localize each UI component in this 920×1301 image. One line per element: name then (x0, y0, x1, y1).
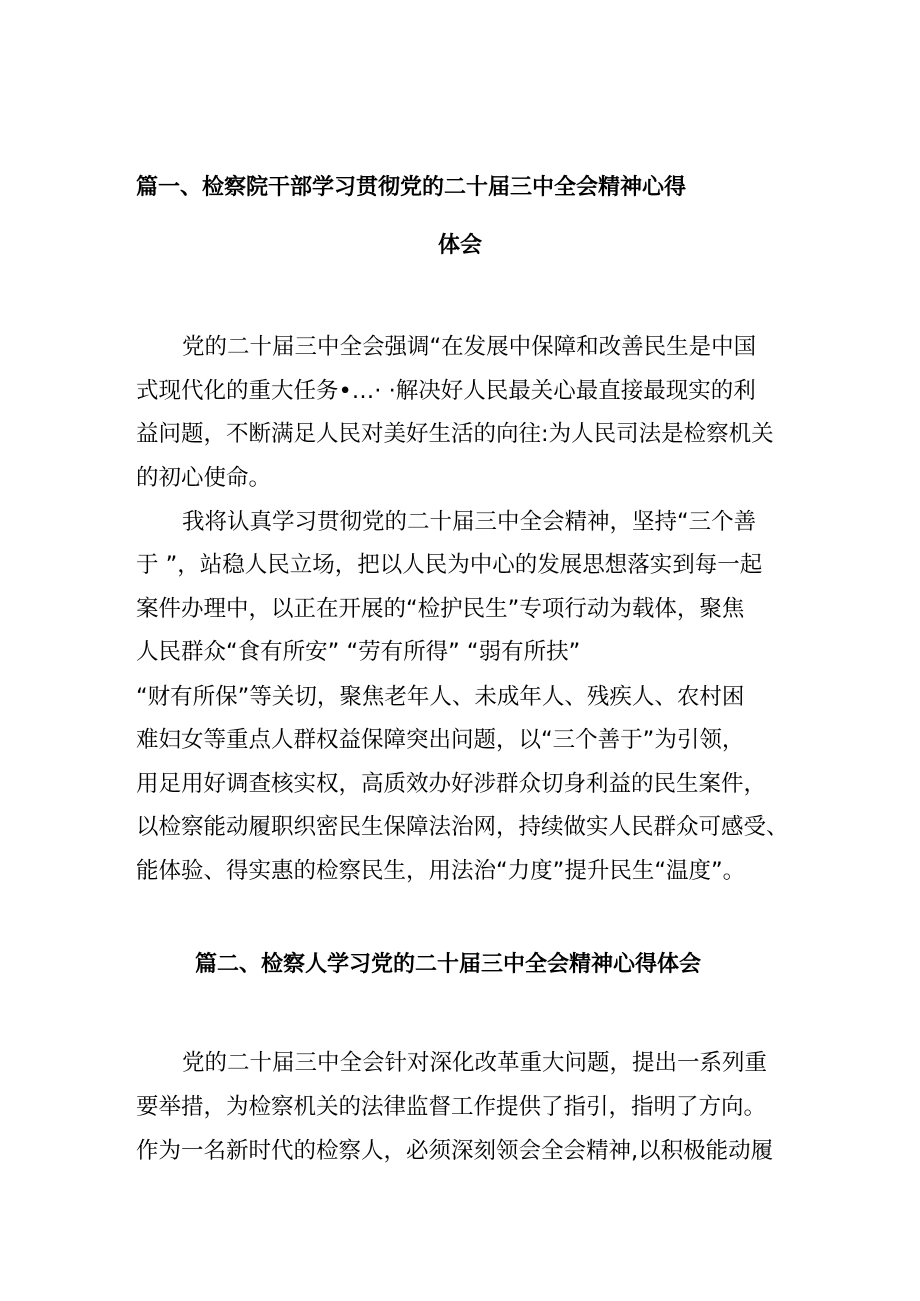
s2-p1-line: 要举措，为检察机关的法律监督工作提供了指引，指明了方向。 (136, 1094, 767, 1120)
s1-p1-line: 益问题，不断满足人民对美好生活的向往:为人民司法是检察机关 (136, 421, 774, 447)
section1-title-line2: 体会 (438, 233, 483, 258)
s1-p2-line: 案件办理中，以正在开展的“检护民生”专项行动为载体，聚焦 (136, 596, 745, 622)
s1-p2-line: 难妇女等重点人群权益保障突出问题，以“三个善于”为引领， (136, 727, 745, 753)
s2-p1-line: 党的二十届三中全会针对深化改革重大问题，提出一系列重 (182, 1050, 768, 1076)
s1-p2-line: 用足用好调查核实权，高质效办好涉群众切身利益的民生案件， (136, 771, 767, 797)
s1-p2-line: 我将认真学习贯彻党的二十届三中全会精神，坚持“三个善 (182, 509, 757, 535)
s1-p1-line: 式现代化的重大任务•…· ·解决好人民最关心最直接最现实的利 (136, 378, 756, 404)
s1-p1-line: 党的二十届三中全会强调“在发展中保障和改善民生是中国 (182, 334, 757, 360)
s2-p1-line: 作为一名新时代的检察人，必须深刻领会全会精神,以积极能动履 (136, 1138, 774, 1164)
s1-p2-line: 于 ”，站稳人民立场，把以人民为中心的发展思想落实到每一起 (136, 552, 763, 578)
section2-title: 篇二、检察人学习党的二十届三中全会精神心得体会 (195, 952, 702, 977)
s1-p2-line: “财有所保”等关切，聚焦老年人、未成年人、残疾人、农村困 (136, 684, 745, 710)
s1-p1-line: 的初心使命。 (136, 465, 272, 491)
s1-p2-line: 以检察能动履职织密民生保障法治网，持续做实人民群众可感受、 (136, 814, 789, 840)
s1-p2-line: 能体验、得实惠的检察民生，用法治“力度”提升民生“温度”。 (136, 858, 746, 884)
s1-p2-line: 人民群众“食有所安” “劳有所得” “弱有所扶” (136, 639, 581, 665)
section1-title-line1: 篇一、检察院干部学习贯彻党的二十届三中全会精神心得 (136, 175, 687, 200)
